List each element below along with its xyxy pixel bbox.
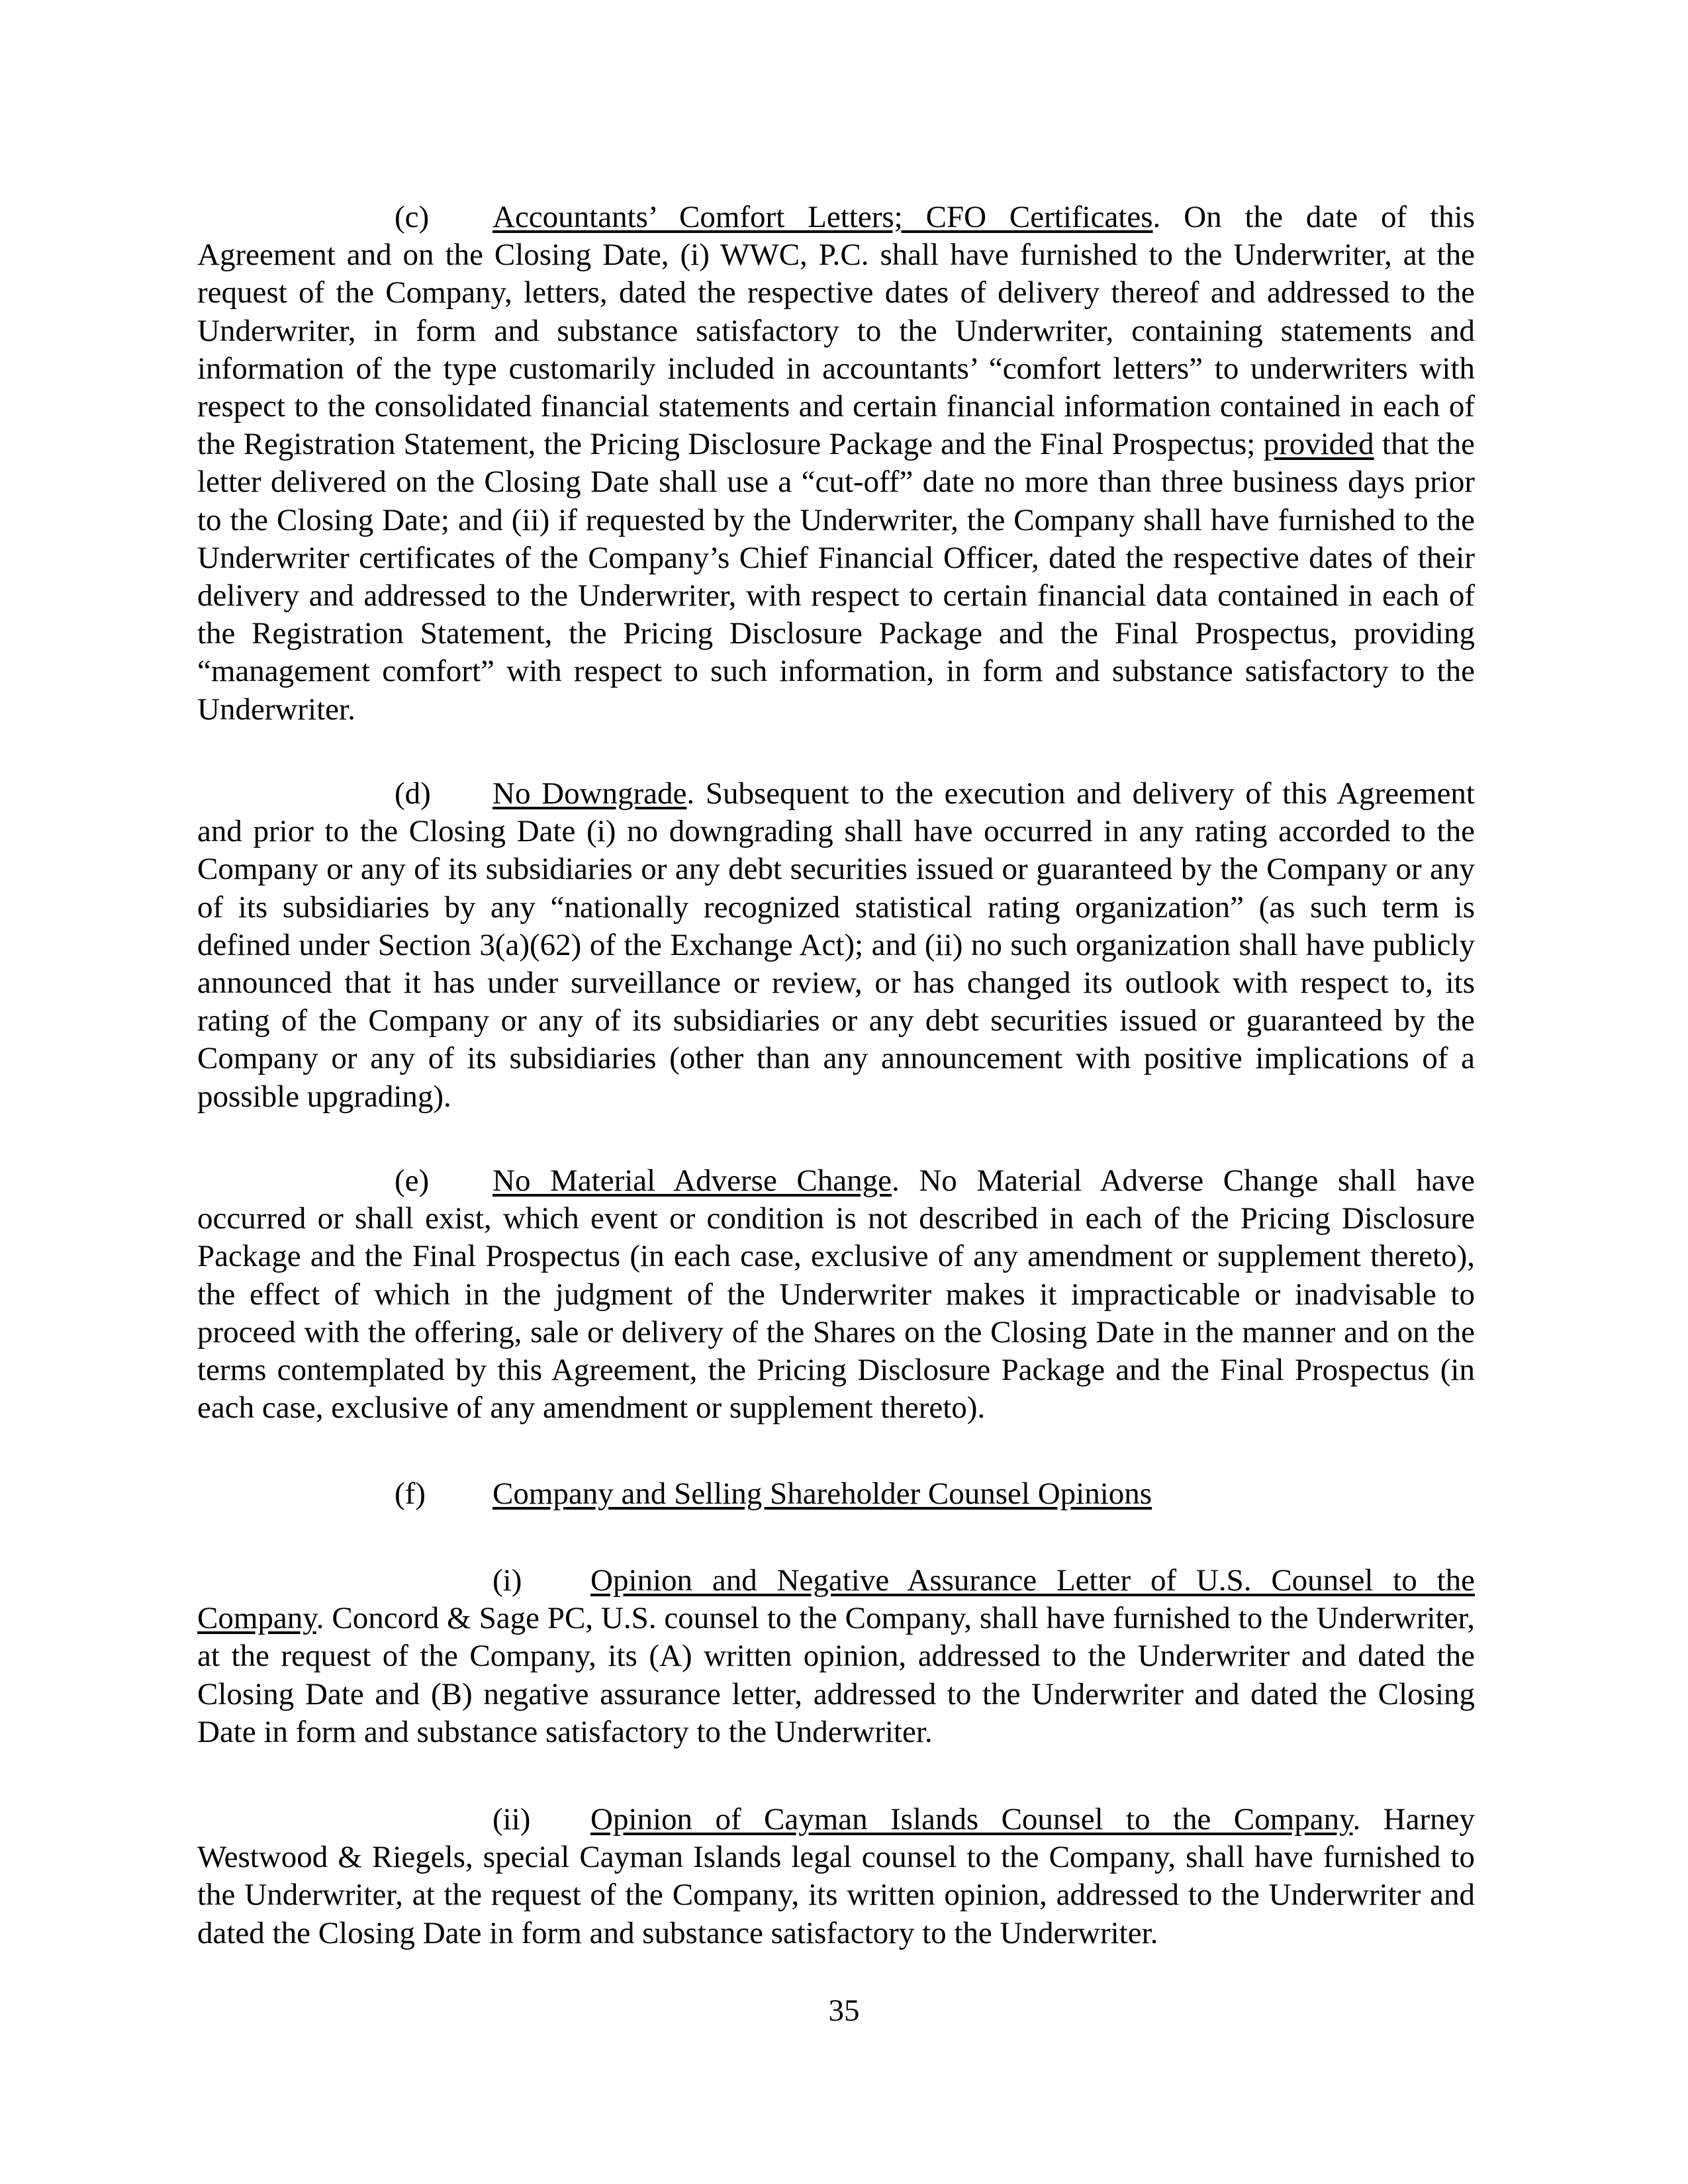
section-label: (c) (395, 200, 430, 234)
section-f-ii (197, 1801, 1475, 1952)
section-text: . Subsequent to the execution and delivery of this Agreement and prior to the Closing Date (i) no downgrading shall have occurred in any rating accorded to the Company or any of its subsidiaries or any debt securities issued or guaranteed by the Company or any of its subsidiaries by any “nationally recognized statistical rating organization” (as such term is defined under Section 3(a)(62) of the Exchange Act); and (ii) no such organization shall have publicly announced that it has under surveillance or review, or has changed its outlook with respect to, its rating of the Company or any of its subsidiaries or any debt securities issued or guaranteed by the Company or any of its subsidiaries (other than any announcement with positive implications of a possible upgrading). (197, 776, 1475, 1114)
section-label: (f) (395, 1477, 426, 1511)
section-heading: No Material Adverse Change (492, 1163, 892, 1198)
section-f (197, 1475, 1475, 1513)
section-label: (i) (492, 1563, 522, 1598)
section-text: . No Material Adverse Change shall have occurred or shall exist, which event or condition is not described in each of the Pricing Disclosure Package and the Final Prospectus (in each case, exclusive of any amendment or supplement thereto), the effect of which in the judgment of the Underwriter makes it impracticable or inadvisable to proceed with the offering, sale or delivery of the Shares on the Closing Date in the manner and on the terms contemplated by this Agreement, the Pricing Disclosure Package and the Final Prospectus (in each case, exclusive of any amendment or supplement thereto). (197, 1163, 1475, 1426)
section-heading: Opinion of Cayman Islands Counsel to the Company (590, 1802, 1353, 1837)
section-heading: Company and Selling Shareholder Counsel Opinions (492, 1477, 1152, 1511)
section-label: (d) (395, 776, 431, 811)
section-text: . Harney Westwood & Riegels, special Cayman Islands legal counsel to the Company, shall have furnished to the Underwriter, at the request of the Company, its written opinion, addressed to the Underwriter and dated the Closing Date in form and substance satisfactory to the Underwriter. (197, 1802, 1475, 1950)
section-d (197, 775, 1475, 1116)
section-text: . On the date of this Agreement and on the Closing Date, (i) WWC, P.C. shall have furnished to the Underwriter, at the request of the Company, letters, dated the respective dates of delivery thereof and addressed to the Underwriter, in form and substance satisfactory to the Underwriter, containing statements and information of the type customarily included in accountants’ “comfort letters” to underwriters with respect to the consolidated financial statements and certain financial information contained in each of the Registration Statement, the Pricing Disclosure Package and the Final Prospectus; (197, 200, 1475, 462)
section-heading: No Downgrade (492, 776, 687, 811)
section-e (197, 1162, 1475, 1427)
section-f-i (197, 1562, 1475, 1751)
section-heading: Opinion and Negative Assurance Letter of U.S. Counsel to the Company (197, 1563, 1475, 1636)
section-label: (e) (395, 1163, 430, 1198)
section-text: . Concord & Sage PC, U.S. counsel to the Company, shall have furnished to the Underwriter, at the request of the Company, its (A) written opinion, addressed to the Underwriter and dated the Closing Date and (B) negative assurance letter, addressed to the Underwriter and dated the Closing Date in form and substance satisfactory to the Underwriter. (197, 1601, 1475, 1749)
section-label: (ii) (492, 1802, 531, 1837)
page-number: 35 (828, 1993, 860, 2028)
section-text: that the letter delivered on the Closing Date shall use a “cut-off” date no more than three business days prior to the Closing Date; and (ii) if requested by the Underwriter, the Company shall have furnished to the Underwriter certificates of the Company’s Chief Financial Officer, dated the respective dates of their delivery and addressed to the Underwriter, with respect to certain financial data contained in each of the Registration Statement, the Pricing Disclosure Package and the Final Prospectus, providing “management comfort” with respect to such information, in form and substance satisfactory to the Underwriter. (197, 427, 1475, 727)
section-heading: Accountants’ Comfort Letters; CFO Certificates (492, 200, 1153, 234)
provided-term: provided (1263, 427, 1374, 462)
section-c (197, 199, 1475, 729)
